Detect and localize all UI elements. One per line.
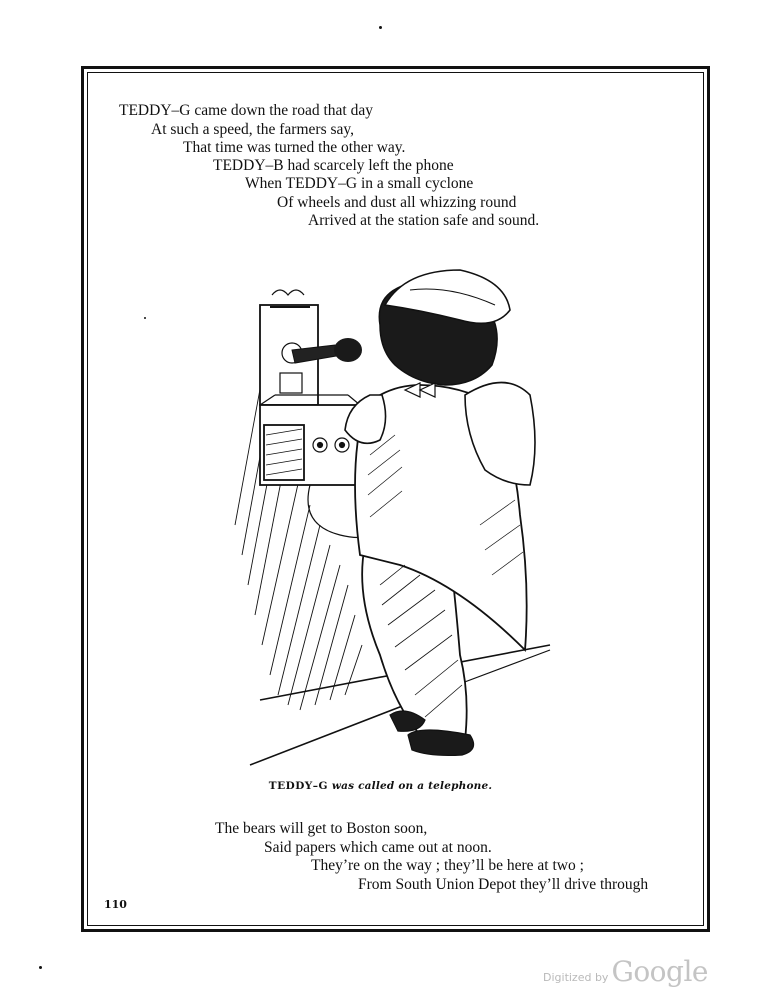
verse-line: At such a speed, the farmers say,: [151, 121, 355, 138]
page-number: 110: [104, 898, 127, 911]
google-logo: Google: [611, 955, 708, 988]
verse-line: When TEDDY–G in a small cyclone: [245, 175, 474, 192]
print-speck: [39, 966, 42, 969]
watermark-prefix: Digitized by: [543, 971, 609, 984]
verse-line: Said papers which came out at noon.: [264, 839, 492, 856]
verse-line: From South Union Depot they’ll drive through: [358, 876, 649, 893]
caption-name: TEDDY–G: [268, 780, 329, 792]
digitized-watermark: [543, 955, 708, 988]
verse-line: They’re on the way ; they’ll be here at two ;: [311, 857, 584, 874]
print-speck: [144, 317, 146, 319]
verse-line: That time was turned the other way.: [183, 139, 406, 156]
verse-line: TEDDY–B had scarcely left the phone: [213, 157, 454, 174]
bear-telephone-illustration: [230, 255, 560, 775]
illustration-caption: [0, 780, 761, 792]
verse-line: Of wheels and dust all whizzing round: [277, 194, 517, 211]
verse-line: Arrived at the station safe and sound.: [308, 212, 540, 229]
print-speck: [379, 26, 382, 29]
verse-line: The bears will get to Boston soon,: [215, 820, 428, 837]
verse-line: TEDDY–G came down the road that day: [119, 102, 373, 119]
caption-text: was called on a telephone.: [328, 780, 493, 792]
